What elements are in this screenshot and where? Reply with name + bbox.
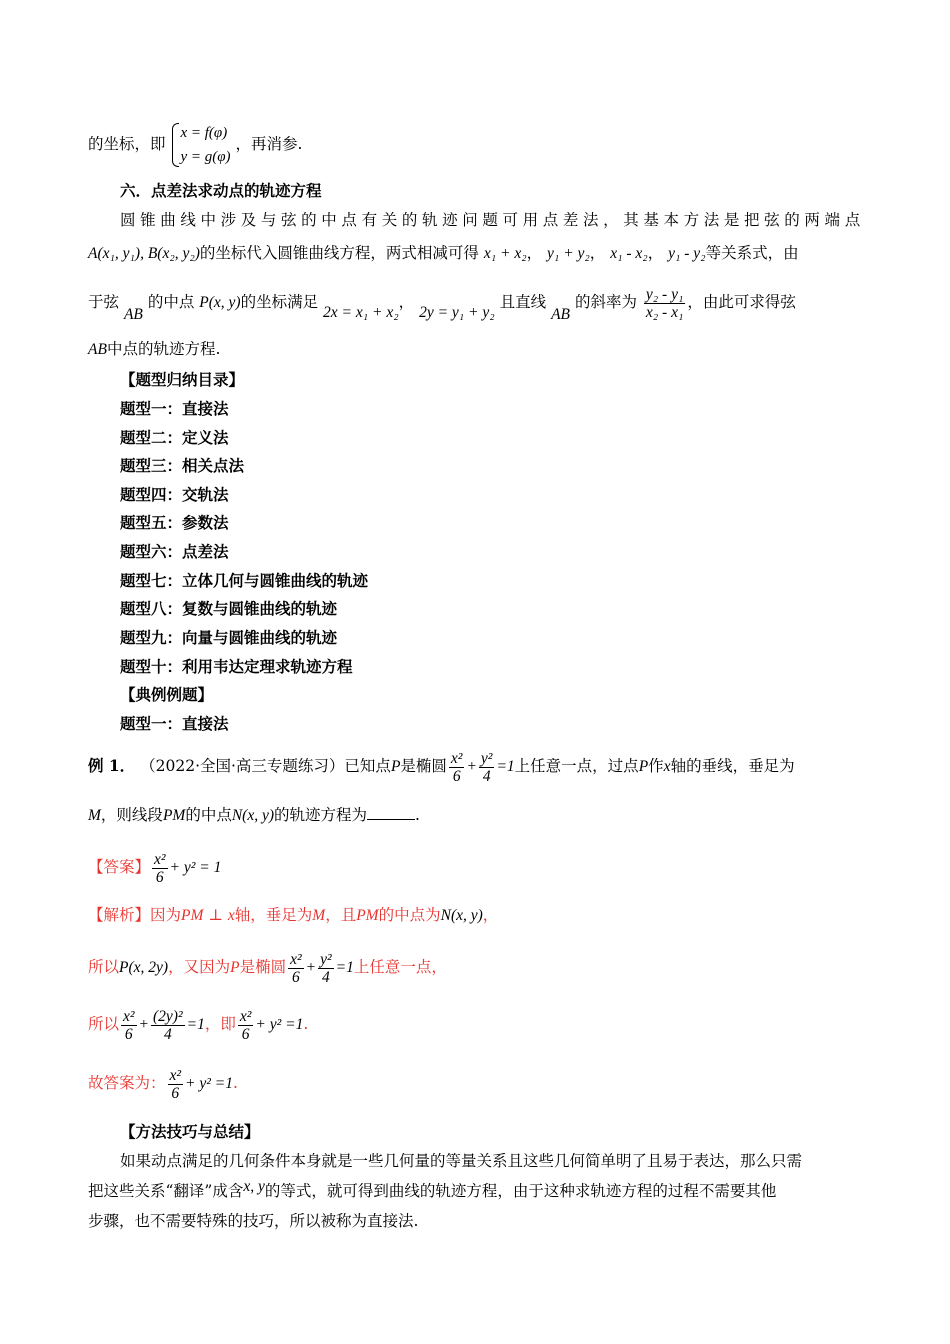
analysis-line4: 故答案为： $\frac{\text{x²}}{6}$ + y² =1. — [88, 1066, 238, 1102]
examples-heading: 【典例例题】 — [120, 685, 214, 704]
example-label: 例 1． — [88, 756, 136, 775]
point-n: N(x, y) — [231, 807, 275, 824]
catalog-item: 题型五：参数法 — [120, 513, 229, 532]
expr-x-sum: x₁ + x₂ — [483, 245, 527, 262]
text: 的斜率为 — [574, 293, 637, 311]
fraction: $\frac{\text{x²}}{6}$ — [169, 1066, 182, 1102]
catalog-item: 题型四：交轨法 — [120, 485, 229, 504]
segment-pm: PM — [181, 907, 204, 924]
system-line-2: y = g(φ) — [180, 149, 231, 165]
analysis-line2: 所以P(x, 2y)，又因为P是椭圆 $\frac{\text{x²}}{6}$ + $\frac{\text{y²}}{4}$ =1上任意一点， — [88, 950, 447, 986]
point-n: N(x, y) — [440, 907, 483, 924]
catalog-item: 题型八：复数与圆锥曲线的轨迹 — [120, 599, 338, 618]
var-p: P — [638, 758, 649, 775]
text: 所以 — [88, 1015, 120, 1033]
text: 且直线 — [499, 293, 547, 311]
point-p: P(x, 2y) — [119, 959, 169, 976]
summary-line3: 步骤，也不需要特殊的技巧，所以被称为直接法. — [88, 1212, 419, 1230]
text: 上任意一点，过点 — [514, 757, 639, 775]
answer-line — [88, 845, 862, 890]
text: 的中点 — [147, 293, 195, 311]
endpoints-expr: A(x₁, y₁), B(x₂, y₂) — [88, 245, 200, 262]
catalog-heading: 【题型归纳目录】 — [120, 370, 245, 389]
text: 的中点 — [185, 806, 232, 824]
segment-pm: PM — [162, 807, 186, 824]
text: 的轨迹方程为 — [274, 806, 368, 824]
intro-suffix: ，再消参. — [235, 135, 303, 153]
section-6-para-line2: A(x₁, y₁), B(x₂, y₂)的坐标代入圆锥曲线方程，两式相减可得 x₁ + x₂， y₁ + y₂， x₁ - x₂， y₁ - y₂等关系式，由 — [88, 244, 799, 262]
perp-symbol: ⊥ — [208, 906, 223, 924]
midpoint-p: P(x, y) — [199, 294, 241, 311]
text: 轴，垂足为 — [234, 906, 313, 924]
text: 的坐标满足 — [240, 293, 319, 311]
var-p: P — [230, 959, 240, 976]
fraction: $\frac{\text{y²}}{4}$ — [320, 950, 332, 986]
segment-pm: PM — [356, 907, 379, 924]
var-x: x — [663, 758, 671, 775]
text: 把这些关系“翻译”成含 — [88, 1182, 244, 1200]
text: 于弦 — [88, 293, 120, 311]
fraction: $\frac{\text{x²}}{6}$ — [239, 1007, 252, 1043]
section-6-para-line1: 圆锥曲线中涉及与弦的中点有关的轨迹问题可用点差法，其基本方法是把弦的两端点 — [120, 211, 862, 229]
vars-xy: x, y — [243, 1178, 265, 1195]
catalog-item: 题型一：直接法 — [120, 399, 229, 418]
example-1-line1: 例 1． （2022·全国·高三专题练习）已知点P是椭圆 $\frac{\text{x²}}{6}$ + $\frac{\text{y²}}{4}$ =1上任意一点，过点P作x轴的垂线，垂足为 — [88, 749, 795, 785]
fraction: $\frac{\text{y²}}{4}$ — [480, 749, 493, 785]
text: 上任意一点， — [353, 958, 447, 976]
line-ab: AB — [551, 306, 570, 323]
analysis-line3: 所以 $\frac{\text{x²}}{6}$ + $\frac{\text{(2y)²}}{4}$ =1，即 $\frac{\text{x²}}{6}$ + y² =1. — [88, 1007, 309, 1043]
summary-line1: 如果动点满足的几何条件本身就是一些几何量的等量关系且这些几何简单明了且易于表达，那么只需 — [120, 1152, 803, 1170]
fraction: $\frac{\text{x²}}{6}$ — [123, 1007, 135, 1043]
text: 的中点为 — [378, 906, 441, 924]
answer-eq-tail: + y² = 1 — [169, 859, 222, 876]
text: ， — [482, 906, 499, 924]
var-p: P — [390, 758, 401, 775]
section-6-para-line4 — [88, 338, 862, 361]
analysis-label: 【解析】 — [88, 906, 151, 924]
answer-label: 【答案】 — [88, 858, 151, 876]
expr-y-sum: y₁ + y₂ — [547, 245, 590, 262]
text: 是椭圆 — [239, 958, 287, 976]
expr-x-diff: x₁ - x₂ — [610, 245, 648, 262]
fraction: $\frac{\text{x²}}{6}$ — [154, 850, 166, 886]
catalog-item: 题型九：向量与圆锥曲线的轨迹 — [120, 628, 338, 647]
text: . — [303, 1015, 309, 1033]
para-tail: 等关系式，由 — [705, 244, 799, 262]
catalog-item: 题型十：利用韦达定理求轨迹方程 — [120, 657, 353, 676]
para-text: 的坐标代入圆锥曲线方程，两式相减可得 — [199, 244, 479, 262]
text: . — [233, 1074, 238, 1092]
text: 的等式，就可得到曲线的轨迹方程，由于这种求轨迹方程的过程不需要其他 — [264, 1182, 777, 1200]
expr-y-diff: y₁ - y₂ — [668, 245, 706, 262]
text: 是椭圆 — [400, 757, 447, 775]
summary-heading: 【方法技巧与总结】 — [120, 1122, 260, 1141]
text: ，即 — [204, 1015, 236, 1033]
catalog-item: 题型三：相关点法 — [120, 456, 245, 475]
section-6-para-line3: 于弦 AB 的中点 P(x, y)的坐标满足 2x = x₁ + x₂， 2y = y₁ + y₂ 且直线 AB 的斜率为 $\frac{\text{y₂ - y₁}}{\text{x₂ - x₁}}$ ，由此可求得弦 — [88, 285, 796, 323]
eq-2y: 2y = y₁ + y₂ — [419, 304, 495, 321]
fraction: $\frac{\text{(2y)²}}{4}$ — [153, 1007, 183, 1043]
text: 故答案为： — [88, 1074, 166, 1092]
text: 中点的轨迹方程. — [106, 340, 221, 358]
catalog-item: 题型六：点差法 — [120, 542, 229, 561]
var-m: M — [88, 807, 101, 824]
analysis-line1 — [88, 904, 862, 927]
var-x: x — [227, 907, 235, 924]
text: ，则线段 — [100, 806, 163, 824]
type-heading: 题型一：直接法 — [120, 714, 229, 733]
catalog-item: 题型二：定义法 — [120, 428, 229, 447]
text: . — [415, 806, 420, 824]
slope-numerator: y₂ - y₁ — [645, 285, 684, 303]
slope-fraction — [644, 286, 685, 321]
text: 因为 — [150, 906, 182, 924]
text: ，由此可求得弦 — [687, 293, 796, 311]
text: 轴的垂线，垂足为 — [670, 757, 795, 775]
answer-blank — [367, 803, 415, 820]
section-6-heading: 六．点差法求动点的轨迹方程 — [120, 181, 322, 200]
eq-2x: 2x = x₁ + x₂ — [323, 304, 399, 321]
intro-line — [88, 116, 862, 172]
text: ，且 — [325, 906, 357, 924]
example-1-line2 — [88, 803, 862, 827]
catalog-item: 题型七：立体几何与圆锥曲线的轨迹 — [120, 571, 369, 590]
system-line-1: x = f(φ) — [180, 125, 228, 141]
var-m: M — [312, 907, 326, 924]
slope-denominator: x₂ - x₁ — [645, 303, 684, 321]
fraction: $\frac{\text{x²}}{6}$ — [450, 749, 463, 785]
fraction: $\frac{\text{x²}}{6}$ — [290, 950, 302, 986]
text: ，又因为 — [168, 958, 231, 976]
chord-ab: AB — [88, 341, 107, 358]
text: 所以 — [88, 958, 120, 976]
intro-prefix: 的坐标，即 — [88, 135, 166, 153]
text: 作 — [648, 757, 664, 775]
summary-line2 — [88, 1180, 862, 1203]
chord-ab: AB — [123, 306, 143, 323]
parametric-system — [170, 121, 230, 169]
text: （2022·全国·高三专题练习）已知点 — [140, 757, 391, 775]
